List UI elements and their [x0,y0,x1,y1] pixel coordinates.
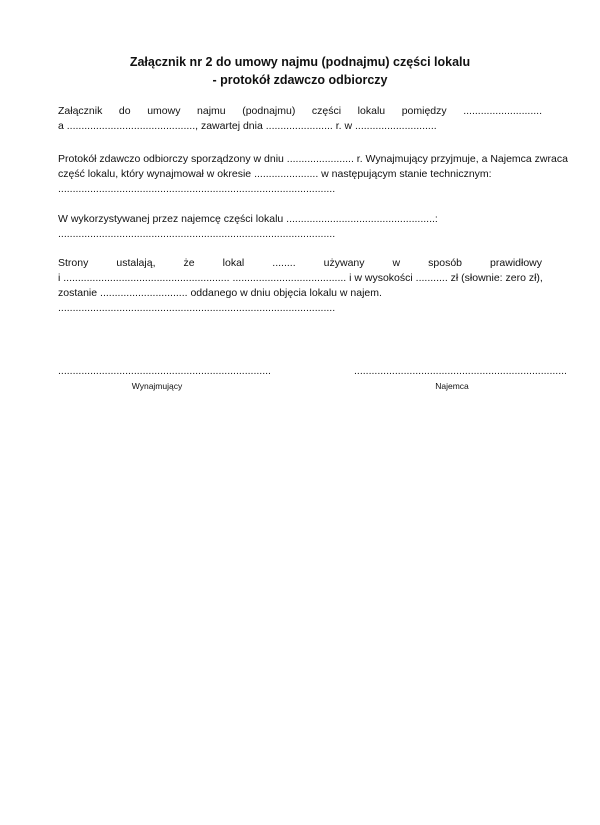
paragraph-1-line-1: Załącznik do umowy najmu (podnajmu) części lokalu pomiędzy ........................... [58,105,542,117]
signature-line-left: ......................................................................... [58,365,271,377]
paragraph-4-line-1: Strony ustalają, że lokal ........ używany w sposób prawidłowy [58,257,542,269]
paragraph-4-line-3: zostanie .............................. oddanego w dniu objęcia lokalu w najem. [58,287,382,299]
paragraph-2-line-2: część lokalu, który wynajmował w okresie ...................... w następującym stanie technicznym: [58,168,492,180]
paragraph-2-line-1: Protokół zdawczo odbiorczy sporządzony w dniu ....................... r. Wynajmujący przyjmuje, a Najemca zwraca [58,153,568,165]
signature-label-landlord: Wynajmujący [131,381,183,391]
paragraph-1-line-2: a ............................................, zawartej dnia ....................... r. w ............................ [58,120,437,132]
document-title-line-2: - protokół zdawczo odbiorczy [212,73,388,87]
paragraph-4-line-2: i ......................................................... ....................................... i w wysokości ........... zł (słownie: zero zł), [58,272,543,284]
paragraph-3-line-2: ............................................................................................... [58,228,336,240]
signature-line-right: ......................................................................... [354,365,567,377]
paragraph-4-line-4: ............................................................................................... [58,302,336,314]
paragraph-2-line-3: ............................................................................................... [58,183,336,195]
paragraph-3-line-1: W wykorzystywanej przez najemcę części lokalu ...................................................: [58,213,438,225]
document-title-line-1: Załącznik nr 2 do umowy najmu (podnajmu) części lokalu [129,55,471,69]
signature-label-tenant: Najemca [435,381,469,391]
